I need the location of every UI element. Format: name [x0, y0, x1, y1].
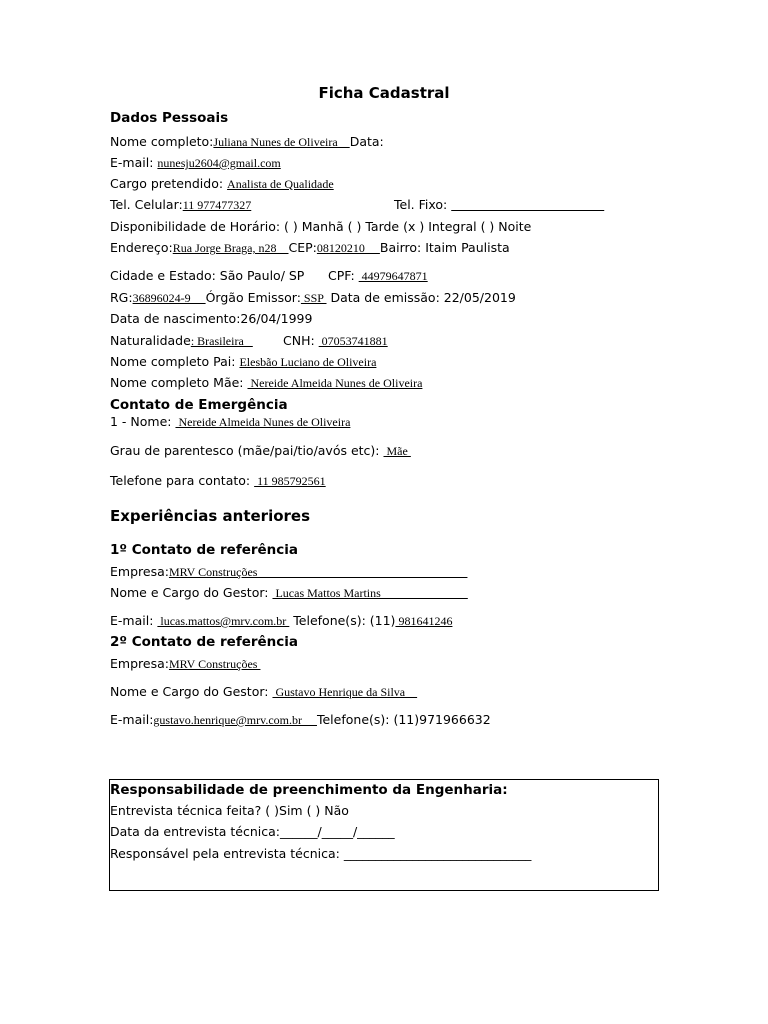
rg-row [110, 290, 516, 306]
ref2-gestor-row [110, 684, 417, 700]
responsabilidade-box [109, 779, 659, 891]
fixo-label: Tel. Fixo: [394, 197, 452, 212]
ref1-telefone-label: Telefone(s): (11) [289, 613, 396, 628]
ref1-email-label: E-mail: [110, 613, 158, 628]
endereco-value[interactable]: Rua Jorge Braga, n28 [172, 241, 289, 255]
ref1-empresa-row [110, 564, 467, 580]
ref2-empresa-label: Empresa: [110, 656, 169, 671]
ref1-gestor-row [110, 585, 468, 601]
ref1-gestor-value[interactable]: Lucas Mattos Martins [272, 586, 468, 600]
emergencia-nome-row [110, 414, 350, 430]
cidade-row [110, 268, 428, 284]
fixo-field [394, 197, 604, 213]
cep-value[interactable]: 08120210 [316, 241, 380, 255]
mae-row [110, 375, 422, 391]
ref2-empresa-row [110, 656, 260, 672]
telefone-contato-row [110, 473, 326, 489]
cpf-field [328, 268, 428, 284]
pai-value[interactable]: Elesbão Luciano de Oliveira [239, 355, 377, 369]
emissao-text: Data de emissão: 22/05/2019 [330, 290, 516, 305]
orgao-value[interactable]: SSP [300, 291, 327, 305]
naturalidade-label: Naturalidade [110, 333, 191, 348]
nome-label: Nome completo: [110, 134, 214, 149]
cargo-row [110, 176, 334, 192]
celular-value[interactable]: 11 977477327 [182, 198, 252, 212]
ref1-telefone-value[interactable]: 981641246 [395, 614, 453, 628]
mae-label: Nome completo Mãe: [110, 375, 248, 390]
endereco-label: Endereço: [110, 240, 173, 255]
responsavel-entrevista-row[interactable]: Responsável pela entrevista técnica: ______________________________ [110, 846, 532, 861]
cpf-value[interactable]: 44979647871 [358, 269, 428, 283]
mae-value[interactable]: Nereide Almeida Nunes de Oliveira [247, 376, 423, 390]
ref1-heading: 1º Contato de referência [110, 542, 299, 558]
fixo-value[interactable] [451, 198, 604, 212]
cargo-value[interactable]: Analista de Qualidade [227, 177, 334, 191]
ref2-gestor-label: Nome e Cargo do Gestor: [110, 684, 273, 699]
data-label: Data: [349, 134, 384, 149]
section-dados-pessoais: Dados Pessoais [110, 110, 229, 126]
grau-label: Grau de parentesco (mãe/pai/tio/avós etc): [110, 443, 384, 458]
ref1-empresa-label: Empresa: [110, 564, 169, 579]
entrevista-feita-row[interactable]: Entrevista técnica feita? ( )Sim ( ) Não [110, 803, 349, 818]
rg-value[interactable]: 36896024-9 [132, 291, 206, 305]
bairro-text: Bairro: Itaim Paulista [379, 240, 510, 255]
pai-row [110, 354, 376, 370]
emergencia-nome-label: 1 - Nome: [110, 414, 176, 429]
pai-label: Nome completo Pai: [110, 354, 240, 369]
data-entrevista-row[interactable]: Data da entrevista técnica:______/_____/______ [110, 824, 395, 839]
email-row [110, 155, 281, 171]
grau-parentesco-row [110, 443, 411, 459]
nome-completo-row [110, 134, 384, 150]
telefone-contato-value[interactable]: 11 985792561 [254, 474, 326, 488]
ref1-empresa-value[interactable]: MRV Construções [168, 565, 468, 579]
cargo-label: Cargo pretendido: [110, 176, 228, 191]
orgao-label: Órgão Emissor: [205, 290, 301, 305]
responsabilidade-heading: Responsabilidade de preenchimento da Engenharia: [110, 782, 508, 798]
ref2-heading: 2º Contato de referência [110, 634, 299, 650]
ref2-email-label: E-mail: [110, 712, 154, 727]
endereco-row [110, 240, 510, 256]
cidade-text: Cidade e Estado: São Paulo/ SP [110, 268, 305, 283]
ref1-email-row [110, 613, 452, 629]
ref1-gestor-label: Nome e Cargo do Gestor: [110, 585, 273, 600]
ref2-telefone: Telefone(s): (11)971966632 [316, 712, 491, 727]
ref2-email-row [110, 712, 491, 728]
page-title: Ficha Cadastral [318, 84, 450, 102]
cnh-value[interactable]: 07053741881 [318, 334, 388, 348]
rg-label: RG: [110, 290, 133, 305]
naturalidade-row [110, 333, 388, 349]
celular-label: Tel. Celular: [110, 197, 183, 212]
cpf-label: CPF: [328, 268, 359, 283]
section-contato-emergencia: Contato de Emergência [110, 397, 288, 413]
naturalidade-value[interactable]: : Brasileira [190, 334, 253, 348]
cnh-field [283, 333, 388, 349]
ref2-empresa-value[interactable]: MRV Construções [168, 657, 261, 671]
nascimento-row: Data de nascimento:26/04/1999 [110, 311, 313, 326]
email-value[interactable]: nunesju2604@gmail.com [157, 156, 281, 170]
ref2-email-value[interactable]: gustavo.henrique@mrv.com.br [153, 713, 317, 727]
disponibilidade-row: Disponibilidade de Horário: ( ) Manhã ( ) Tarde (x ) Integral ( ) Noite [110, 219, 532, 234]
cep-label: CEP: [288, 240, 317, 255]
telefone-contato-label: Telefone para contato: [110, 473, 255, 488]
emergencia-nome-value[interactable]: Nereide Almeida Nunes de Oliveira [175, 415, 351, 429]
email-label: E-mail: [110, 155, 158, 170]
ref2-gestor-value[interactable]: Gustavo Henrique da Silva [272, 685, 418, 699]
ref1-email-value[interactable]: lucas.mattos@mrv.com.br [157, 614, 290, 628]
nome-value[interactable]: Juliana Nunes de Oliveira [213, 135, 350, 149]
telefone-row [110, 197, 452, 213]
grau-value[interactable]: Mãe [383, 444, 411, 458]
section-experiencias: Experiências anteriores [110, 507, 311, 525]
cnh-label: CNH: [283, 333, 319, 348]
